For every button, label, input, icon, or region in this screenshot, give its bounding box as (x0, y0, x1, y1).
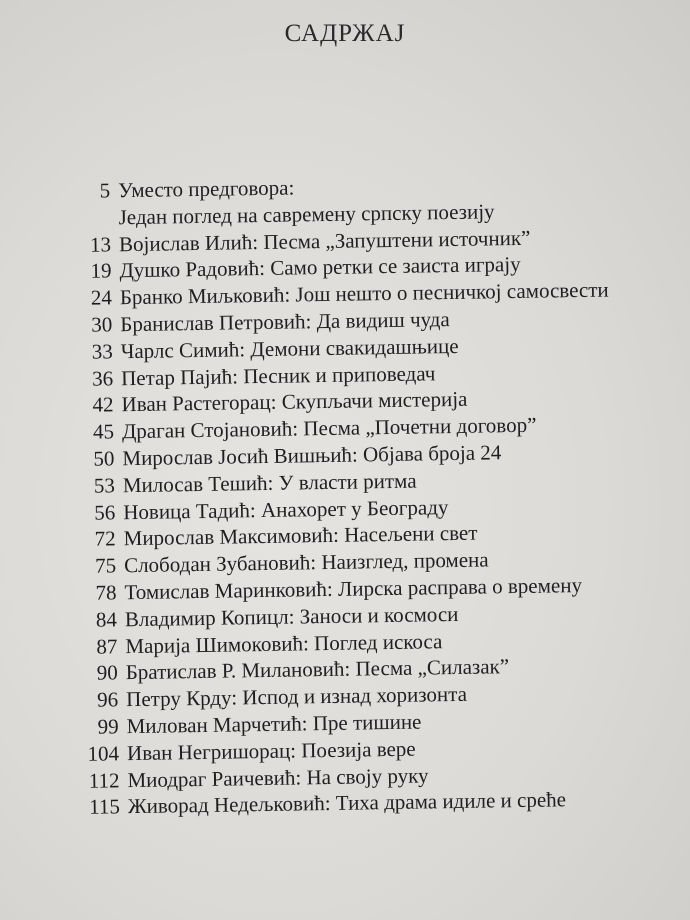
toc-page-number: 13 (89, 231, 112, 257)
toc-entry-title: Владимир Копицл: Заноси и космоси (124, 601, 459, 631)
toc-page-number: 33 (91, 339, 113, 364)
toc-page-number: 112 (88, 767, 120, 793)
toc-entry-title: Душко Радовић: Само ретки се заиста играју (119, 252, 521, 283)
toc-entry-title: Миодраг Раичевић: На своју руку (127, 762, 429, 792)
toc-page-number: 53 (93, 473, 116, 498)
toc-entry-title: Новица Тадић: Анахорет у Београду (123, 494, 449, 524)
toc-entry-title: Мирослав Максимовић: Насељени свет (123, 521, 478, 551)
toc-page-number: 75 (94, 553, 117, 578)
toc-entry-title: Уместо предговора: (118, 175, 295, 203)
toc-entry-title: Марија Шимоковић: Поглед искоса (125, 628, 443, 658)
table-of-contents (70, 169, 680, 821)
toc-page-number: 99 (97, 714, 119, 739)
toc-page-number: 104 (87, 741, 120, 766)
toc-page-number: 56 (94, 499, 116, 525)
toc-page-number: 36 (91, 365, 114, 391)
toc-entry-title: Петру Крду: Испод и изнад хоризонта (126, 681, 468, 712)
toc-page-number: 72 (94, 526, 116, 552)
toc-page-number (71, 224, 119, 225)
toc-entry-title: Милосав Тешић: У власти ритма (122, 468, 417, 497)
toc-entry-title: Бранко Миљковић: Још нешто о песничкој самосвести (119, 277, 609, 310)
toc-entry-title: Милован Марчетић: Пре тишине (126, 709, 422, 739)
toc-page-number: 87 (96, 633, 118, 659)
toc-page-number: 50 (93, 446, 115, 471)
toc-page-number: 96 (97, 687, 119, 712)
toc-entry-title: Иван Растегорац: Скупљачи мистерија (121, 387, 468, 417)
toc-page-number: 19 (90, 258, 112, 284)
toc-entry-title: Братислав Р. Милановић: Песма „Силазак” (125, 654, 510, 685)
toc-page-number: 78 (95, 580, 117, 605)
toc-entry-title: Петар Пајић: Песник и приповедач (120, 360, 436, 390)
toc-page-number: 115 (88, 794, 121, 820)
toc-page-number: 42 (92, 392, 114, 418)
toc-entry-title: Бранислав Петровић: Да видиш чуда (120, 307, 450, 337)
toc-entry-title: Један поглед на савремену српску поезију (118, 199, 495, 230)
toc-entry-title: Чарлс Симић: Демони свакидашњице (120, 333, 459, 364)
toc-page-number: 90 (96, 660, 118, 685)
toc-entry-title: Драган Стојановић: Песма „Почетни договор” (121, 412, 537, 444)
toc-entry-title: Војислав Илић: Песма „Запуштени источник” (118, 225, 531, 256)
toc-page-number: 24 (90, 285, 113, 310)
toc-entry-title: Мирослав Јосић Вишњић: Објава броја 24 (122, 440, 502, 471)
toc-page-number: 5 (99, 178, 111, 203)
toc-entry-title: Томислав Маринковић: Лирска расправа о времену (124, 572, 583, 605)
toc-entry-title: Живорад Недељковић: Тиха драма идиле и среће (127, 787, 567, 819)
toc-entry-title: Иван Негришорац: Поезија вере (126, 736, 416, 765)
toc-page-number: 30 (91, 312, 113, 337)
toc-entry-title: Слободан Зубановић: Наизглед, промена (123, 547, 489, 578)
toc-page-number: 45 (92, 419, 115, 444)
page-title: САДРЖАЈ (284, 20, 406, 47)
toc-page-number: 84 (95, 607, 118, 632)
